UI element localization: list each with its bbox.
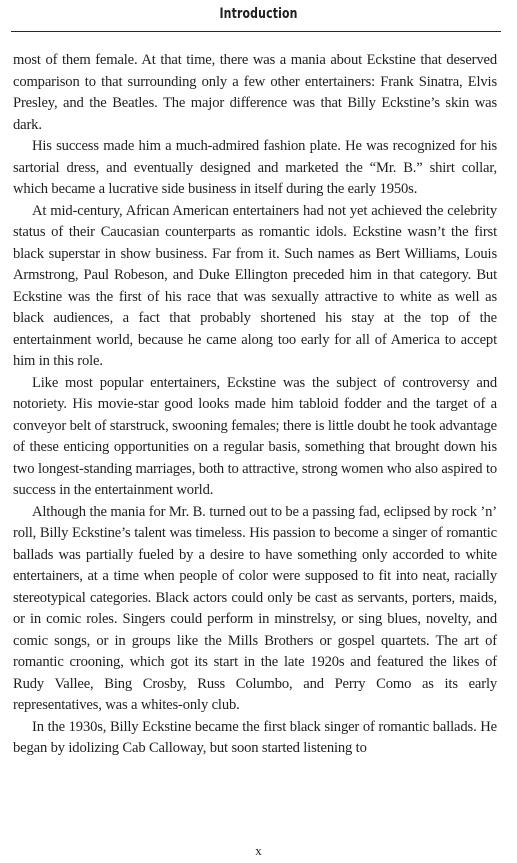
body-text (13, 50, 497, 760)
paragraph: At mid-century, African American entertainers had not yet achieved the celebrity status of their Caucasian counterparts as romantic idols. Eckstine wasn’t the first black superstar in show business. Far from it. Such names as Bert Williams, Louis Armstrong, Paul Robeson, and Duke Ellington preceded him in that category. But Eckstine was the first of his race that was sexually attractive to white as well as black audiences, a fact that probably shortened his stay at the top of the entertainment world, because he came along too early for all of America to accept him in this role. (13, 202, 497, 369)
page-number: x (255, 843, 262, 858)
paragraph: Although the mania for Mr. B. turned out to be a passing fad, eclipsed by rock ’n’ roll, Billy Eckstine’s talent was timeless. His passion to become a singer of romantic ballads was partially fueled by a desire to have something only accorded to white entertainers, at a time when people of color were supposed to fit into neat, racially stereotypical categories. Black actors could only be cast as servants, porters, maids, or in comic roles. Singers could perform in minstrelsy, or sing blues, novelty, and comic songs, or in groups like the Mills Brothers or gospel quartets. The art of romantic crooning, which got its start in the late 1920s and featured the likes of Rudy Vallee, Bing Crosby, Russ Columbo, and Perry Como as its early representatives, was a whites-only club. (13, 503, 497, 713)
paragraph: Like most popular entertainers, Eckstine was the subject of controversy and notoriety. His movie-star good looks made him tabloid fodder and the target of a conveyor belt of starstruck, swooning females; there is little doubt he took advantage of these enticing opportunities on a regular basis, something that brought down his two longest-standing marriages, both to attractive, strong women who also aspired to success in the entertainment world. (13, 374, 497, 498)
paragraph-continued: most of them female. At that time, there was a mania about Eckstine that deserved comparison to that surrounding only a few other entertainers: Frank Sinatra, Elvis Presley, and the Beatles. The major difference was that Billy Eckstine’s skin was dark. (13, 52, 497, 133)
paragraph: In the 1930s, Billy Eckstine became the first black singer of romantic ballads. He began by idolizing Cab Calloway, but soon started listening to (13, 718, 497, 756)
header-rule (11, 31, 501, 32)
paragraph: His success made him a much-admired fashion plate. He was recognized for his sartorial dress, and eventually designed and marketed the “Mr. B.” shirt collar, which became a lucrative side business in itself during the early 1950s. (13, 138, 497, 197)
running-head: Introduction (219, 6, 298, 22)
